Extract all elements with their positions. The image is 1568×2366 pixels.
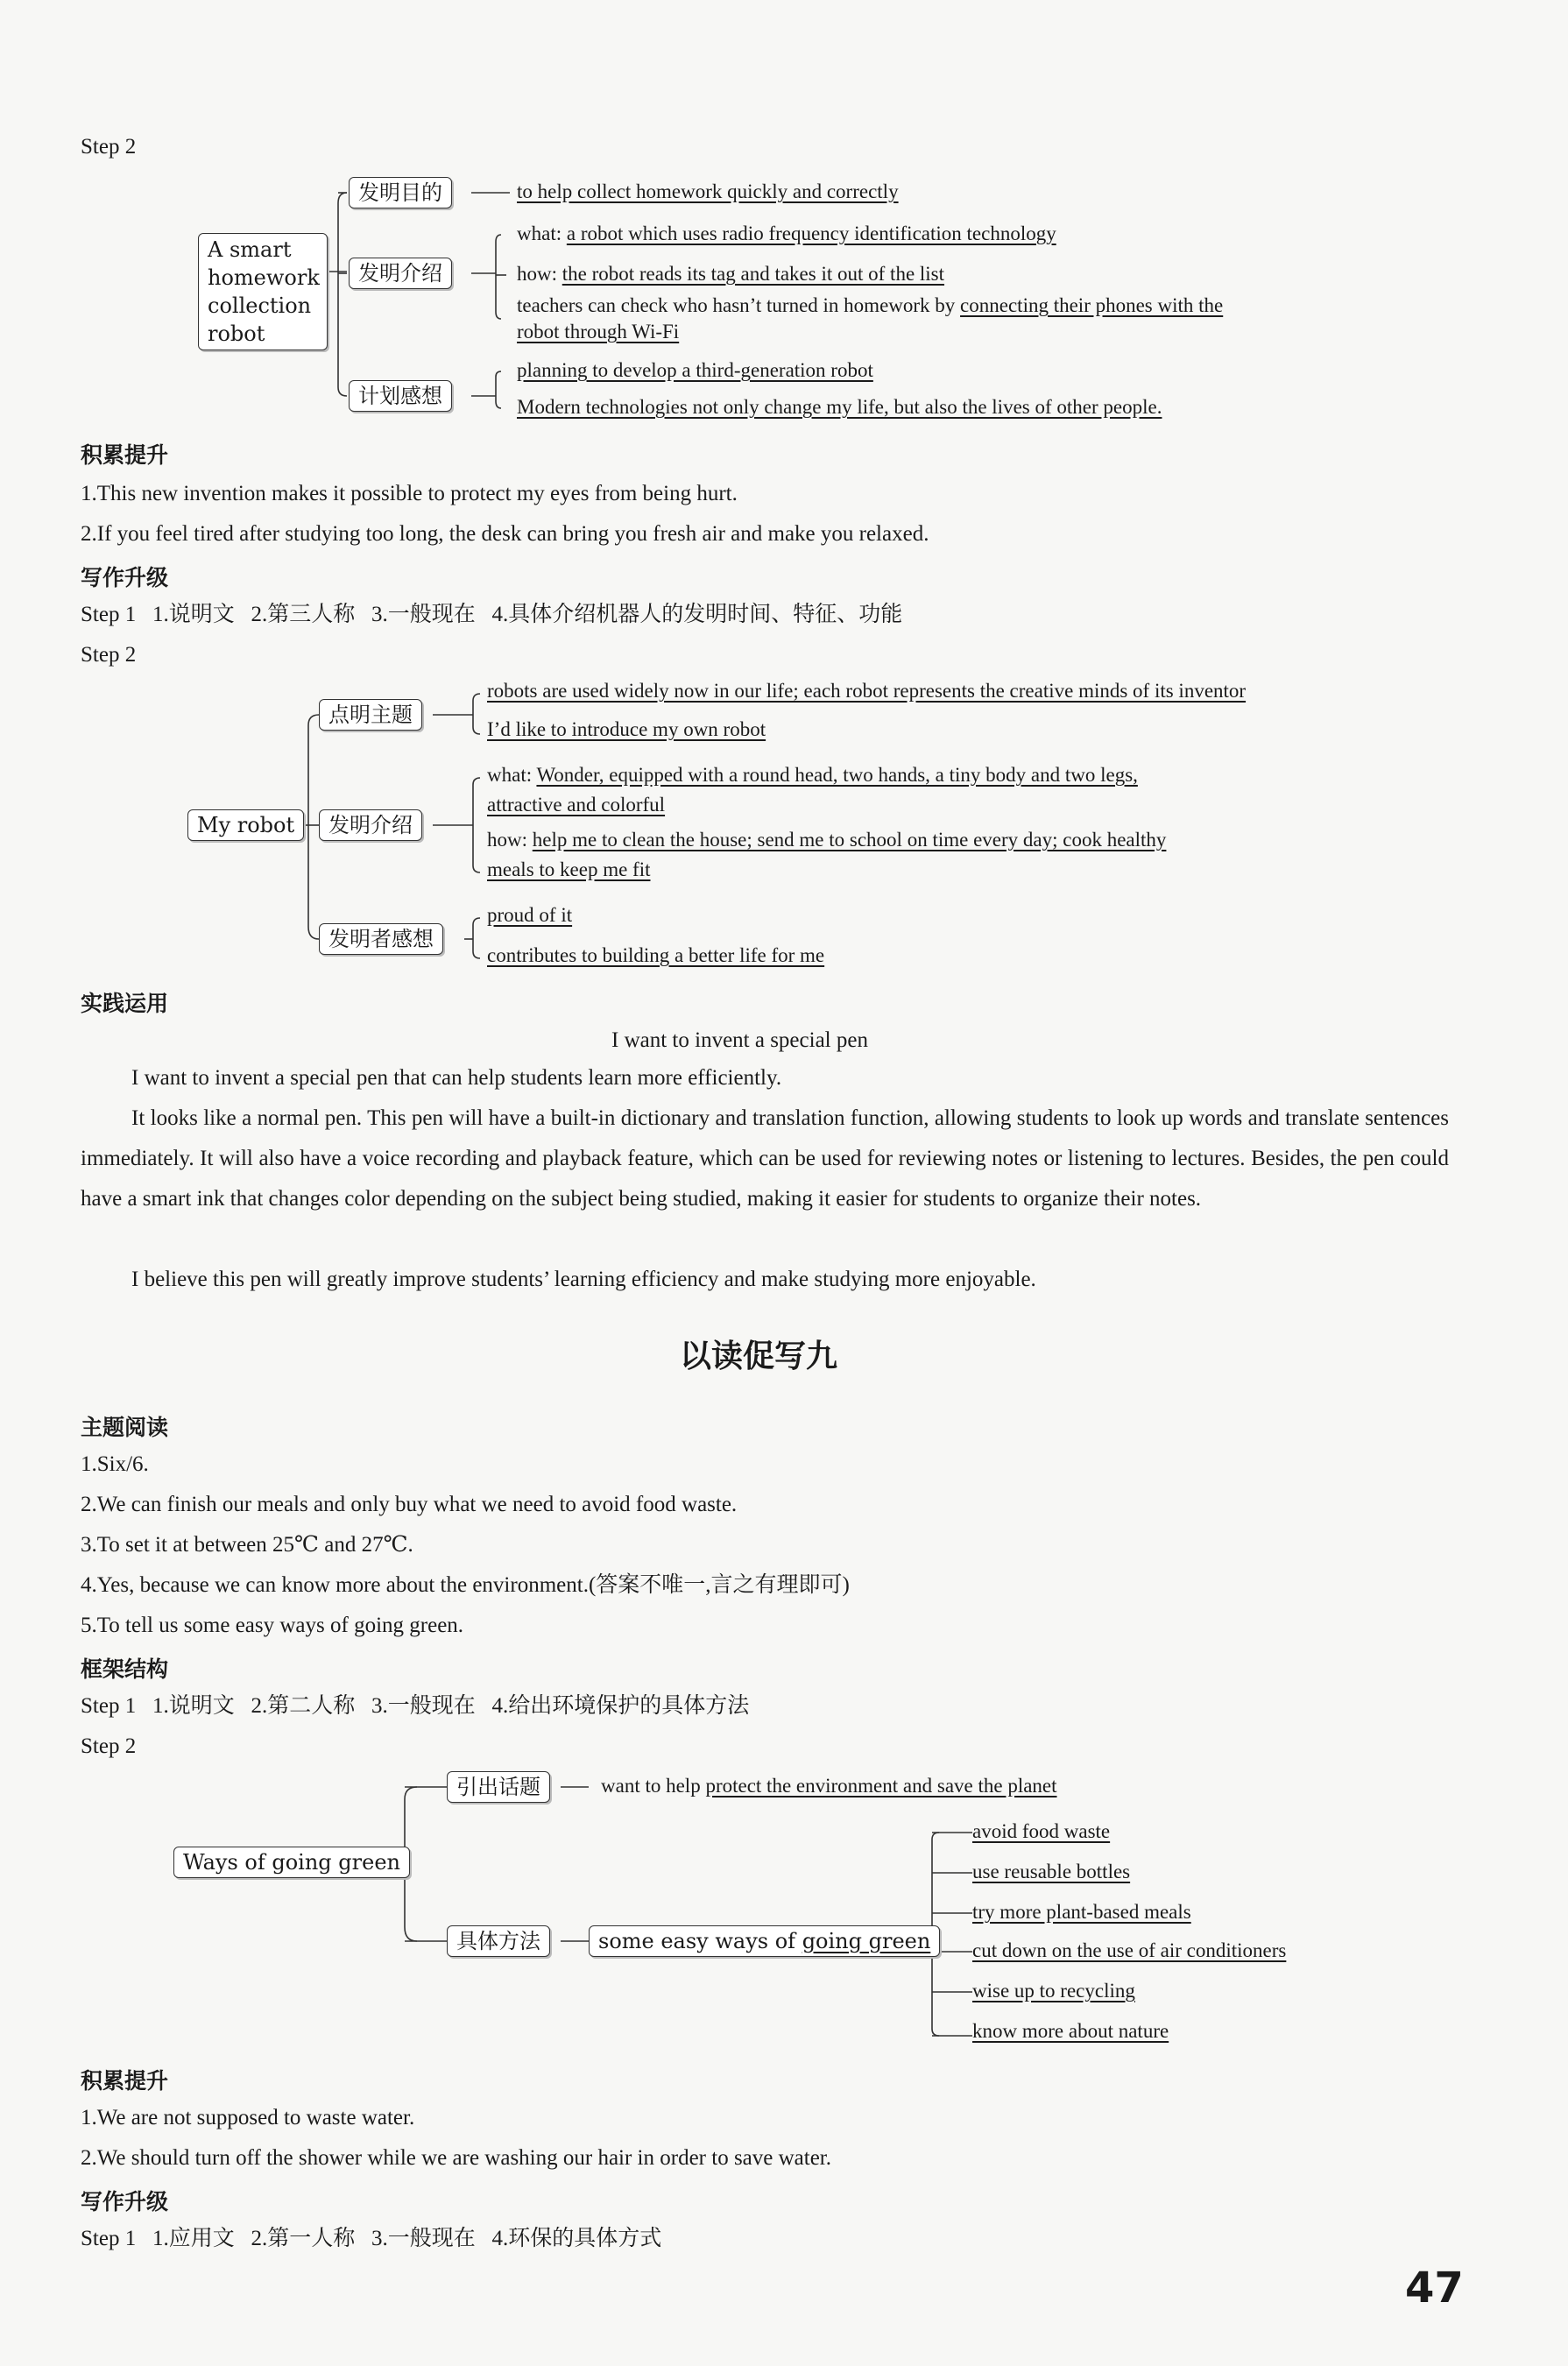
- diagram3-leaf-3: try more plant-based meals: [972, 1901, 1191, 1923]
- page-number: 47: [1405, 2264, 1464, 2313]
- diagram1-leaf-purpose: to help collect homework quickly and correctly: [517, 180, 899, 202]
- diagram1-branch-plan: 计划感想: [349, 380, 452, 412]
- diagram2-leaf-how-2: meals to keep me fit: [487, 858, 651, 880]
- diagram2-branch-feelings: 发明者感想: [319, 923, 443, 955]
- diagram2-leaf-feel-1: proud of it: [487, 904, 573, 926]
- reading-answer-3: 3.To set it at between 25℃ and 27℃.: [81, 1533, 413, 1557]
- diagram2-leaf-how: how: help me to clean the house; send me to school on time every day; cook healthy: [487, 829, 1167, 851]
- diagram1-branch-intro: 发明介绍: [349, 258, 452, 289]
- diagram2-branch-theme: 点明主题: [319, 699, 422, 731]
- accum-heading-1: 积累提升: [81, 442, 169, 468]
- diagram2-root: My robot: [187, 809, 304, 841]
- step2-label-3: Step 2: [81, 1734, 137, 1758]
- step1-line-1: Step 1 1.说明文 2.第三人称 3.一般现在 4.具体介绍机器人的发明时间、特征、功能: [81, 603, 903, 626]
- diagram3-leaf-5: wise up to recycling: [972, 1980, 1135, 2002]
- diagram2-leaf-what: what: Wonder, equipped with a round head, two hands, a tiny body and two legs,: [487, 764, 1138, 786]
- step2-label-2: Step 2: [81, 643, 137, 667]
- reading-heading: 主题阅读: [81, 1415, 169, 1440]
- diagram1-branch-purpose: 发明目的: [349, 177, 452, 208]
- essay-paragraph-3: I believe this pen will greatly improve students’ learning efficiency and make studying more enjoyable.: [131, 1268, 1036, 1291]
- diagram1-leaf-what: what: a robot which uses radio frequency identification technology: [517, 222, 1056, 244]
- diagram1-leaf-teachers-2: robot through Wi-Fi: [517, 321, 680, 343]
- reading-answer-5: 5.To tell us some easy ways of going green.: [81, 1614, 464, 1637]
- diagram3-leaf-4: cut down on the use of air conditioners: [972, 1939, 1287, 1961]
- diagram2-leaf-theme-2: I’d like to introduce my own robot: [487, 718, 766, 740]
- diagram2-leaf-what-2: attractive and colorful: [487, 794, 666, 816]
- frame-heading: 框架结构: [81, 1656, 169, 1682]
- reading-answer-1: 1.Six/6.: [81, 1452, 149, 1476]
- diagram2-branch-intro: 发明介绍: [319, 809, 422, 841]
- essay-title: I want to invent a special pen: [611, 1028, 868, 1052]
- accum2-line-2: 2.We should turn off the shower while we are washing our hair in order to save water.: [81, 2146, 832, 2170]
- accum2-line-1: 1.We are not supposed to waste water.: [81, 2106, 415, 2129]
- diagram2-leaf-theme-1: robots are used widely now in our life; each robot represents the creative minds of its inventor: [487, 680, 1247, 702]
- writing-heading-1: 写作升级: [81, 565, 169, 590]
- diagram3-leaf-6: know more about nature: [972, 2020, 1169, 2042]
- essay-paragraph-2: It looks like a normal pen. This pen will have a built-in dictionary and translation function, allowing students to look up words and translate sentences immediately. It will also have a voice recording and playback feature, which can be used for reviewing notes or listening to lectures. Besides, the pen could have a smart ink that changes color depending on the subject being studied, making it easier for students to organize their notes.: [81, 1106, 1449, 1211]
- diagram1-leaf-plan-2: Modern technologies not only change my life, but also the lives of other people.: [517, 396, 1162, 418]
- writing-heading-2: 写作升级: [81, 2189, 169, 2214]
- accum-line-2: 2.If you feel tired after studying too long, the desk can bring you fresh air and make you relaxed.: [81, 522, 929, 546]
- diagram3-branch-methods: 具体方法: [447, 1925, 550, 1957]
- diagram1-leaf-how: how: the robot reads its tag and takes it out of the list: [517, 263, 945, 285]
- diagram3-leaf-topic: want to help protect the environment and save the planet: [601, 1775, 1057, 1797]
- reading-answer-4: 4.Yes, because we can know more about the environment.(答案不唯一,言之有理即可): [81, 1573, 850, 1597]
- accum-heading-2: 积累提升: [81, 2068, 169, 2094]
- step1-line-2: Step 1 1.说明文 2.第二人称 3.一般现在 4.给出环境保护的具体方法: [81, 1694, 750, 1718]
- diagram3-leaf-2: use reusable bottles: [972, 1861, 1131, 1882]
- diagram3-mid-node: some easy ways of going green: [589, 1925, 940, 1957]
- diagram1-root: A smart homework collection robot: [198, 233, 328, 350]
- diagram1-leaf-plan-1: planning to develop a third-generation robot: [517, 359, 873, 381]
- diagram1-leaf-teachers: teachers can check who hasn’t turned in homework by connecting their phones with the: [517, 294, 1224, 316]
- step2-label: Step 2: [81, 135, 137, 159]
- accum-line-1: 1.This new invention makes it possible to protect my eyes from being hurt.: [81, 482, 738, 505]
- practice-heading: 实践运用: [81, 991, 169, 1016]
- step1-line-3: Step 1 1.应用文 2.第一人称 3.一般现在 4.环保的具体方式: [81, 2227, 662, 2250]
- reading-answer-2: 2.We can finish our meals and only buy what we need to avoid food waste.: [81, 1493, 738, 1516]
- diagram3-root: Ways of going green: [173, 1847, 410, 1878]
- essay-paragraph-1: I want to invent a special pen that can help students learn more efficiently.: [131, 1066, 782, 1090]
- diagram2-leaf-feel-2: contributes to building a better life for me: [487, 944, 825, 966]
- diagram3-branch-topic: 引出话题: [447, 1771, 550, 1803]
- diagram3-leaf-1: avoid food waste: [972, 1820, 1111, 1842]
- section-title: 以读促写九: [680, 1338, 838, 1374]
